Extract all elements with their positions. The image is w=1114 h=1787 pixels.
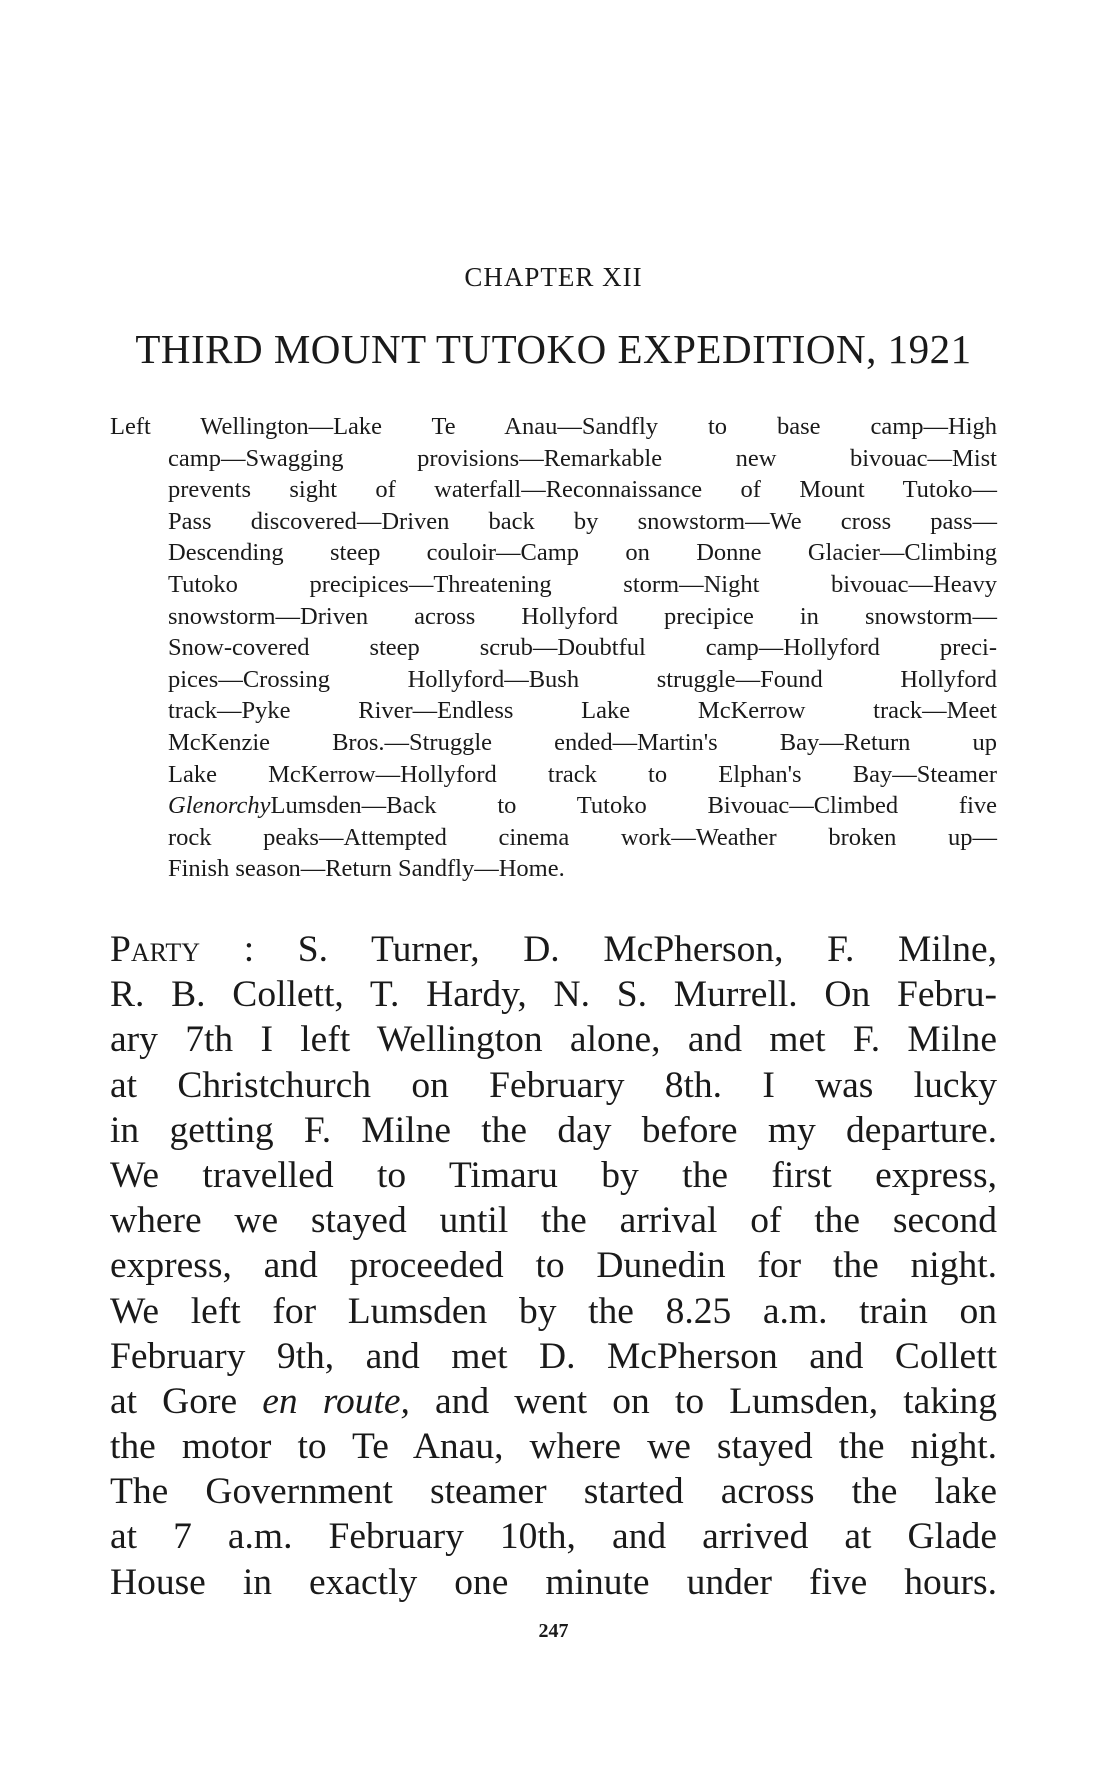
line-part: at Gore (110, 1380, 263, 1422)
book-page (110, 0, 997, 1787)
body-line: where we stayed until the arrival of the second (110, 1200, 997, 1242)
chapter-synopsis (110, 411, 997, 885)
body-line: ary 7th I left Wellington alone, and met F. Milne (110, 1019, 997, 1061)
synopsis-line: Descending steep couloir—Camp on Donne Glacier—Climbing (168, 539, 997, 567)
body-line: House in exactly one minute under five hours. (110, 1561, 997, 1603)
synopsis-line: track—Pyke River—Endless Lake McKerrow track—Meet (168, 697, 997, 725)
party-names: S. Turner, D. McPherson, F. Milne, (297, 929, 997, 970)
chapter-number: CHAPTER XII (464, 262, 643, 292)
party-label: Party : (110, 929, 255, 970)
body-line (110, 927, 997, 972)
body-line: We travelled to Timaru by the first express, (110, 1154, 997, 1196)
italic-phrase: en route, (262, 1380, 410, 1422)
line-part: and went on to Lumsden, taking (409, 1380, 997, 1422)
synopsis-line: Left Wellington—Lake Te Anau—Sandfly to base camp—High (110, 413, 997, 440)
body-line-with-italic (110, 1379, 997, 1424)
page-number: 247 (538, 1620, 569, 1642)
synopsis-line-with-italic (110, 790, 997, 822)
body-paragraph (110, 927, 997, 1605)
body-line: at 7 a.m. February 10th, and arrived at Glade (110, 1516, 997, 1558)
synopsis-line: rock peaks—Attempted cinema work—Weather broken up— (168, 823, 997, 851)
body-line: express, and proceeded to Dunedin for the night. (110, 1245, 997, 1287)
body-line: The Government steamer started across the lake (110, 1471, 997, 1513)
synopsis-line: prevents sight of waterfall—Reconnaissance of Mount Tutoko— (168, 476, 997, 504)
body-line: R. B. Collett, T. Hardy, N. S. Murrell. On Febru- (110, 974, 997, 1016)
synopsis-line: snowstorm—Driven across Hollyford precipice in snowstorm— (168, 602, 997, 630)
synopsis-line: Tutoko precipices—Threatening storm—Night bivouac—Heavy (168, 570, 997, 598)
synopsis-line: Pass discovered—Driven back by snowstorm—We cross pass— (168, 507, 997, 535)
synopsis-line: Snow-covered steep scrub—Doubtful camp—Hollyford preci- (168, 634, 997, 662)
body-line: in getting F. Milne the day before my departure. (110, 1109, 997, 1151)
body-line: We left for Lumsden by the 8.25 a.m. train on (110, 1290, 997, 1332)
body-line: at Christchurch on February 8th. I was lucky (110, 1064, 997, 1106)
synopsis-line: pices—Crossing Hollyford—Bush struggle—Found Hollyford (168, 665, 997, 693)
synopsis-italic-word: Glenorchy (168, 792, 271, 820)
synopsis-line: Finish season—Return Sandfly—Home. (168, 855, 565, 883)
body-line: February 9th, and met D. McPherson and Collett (110, 1335, 997, 1377)
body-line: the motor to Te Anau, where we stayed the night. (110, 1426, 997, 1468)
synopsis-line: McKenzie Bros.—Struggle ended—Martin's Bay—Return up (168, 728, 997, 756)
synopsis-line: camp—Swagging provisions—Remarkable new bivouac—Mist (168, 444, 997, 472)
chapter-title: THIRD MOUNT TUTOKO EXPEDITION, 1921 (135, 326, 972, 372)
synopsis-line: Lake McKerrow—Hollyford track to Elphan's Bay—Steamer (168, 760, 997, 788)
synopsis-line-rest: Lumsden—Back to Tutoko Bivouac—Climbed five (270, 792, 997, 820)
